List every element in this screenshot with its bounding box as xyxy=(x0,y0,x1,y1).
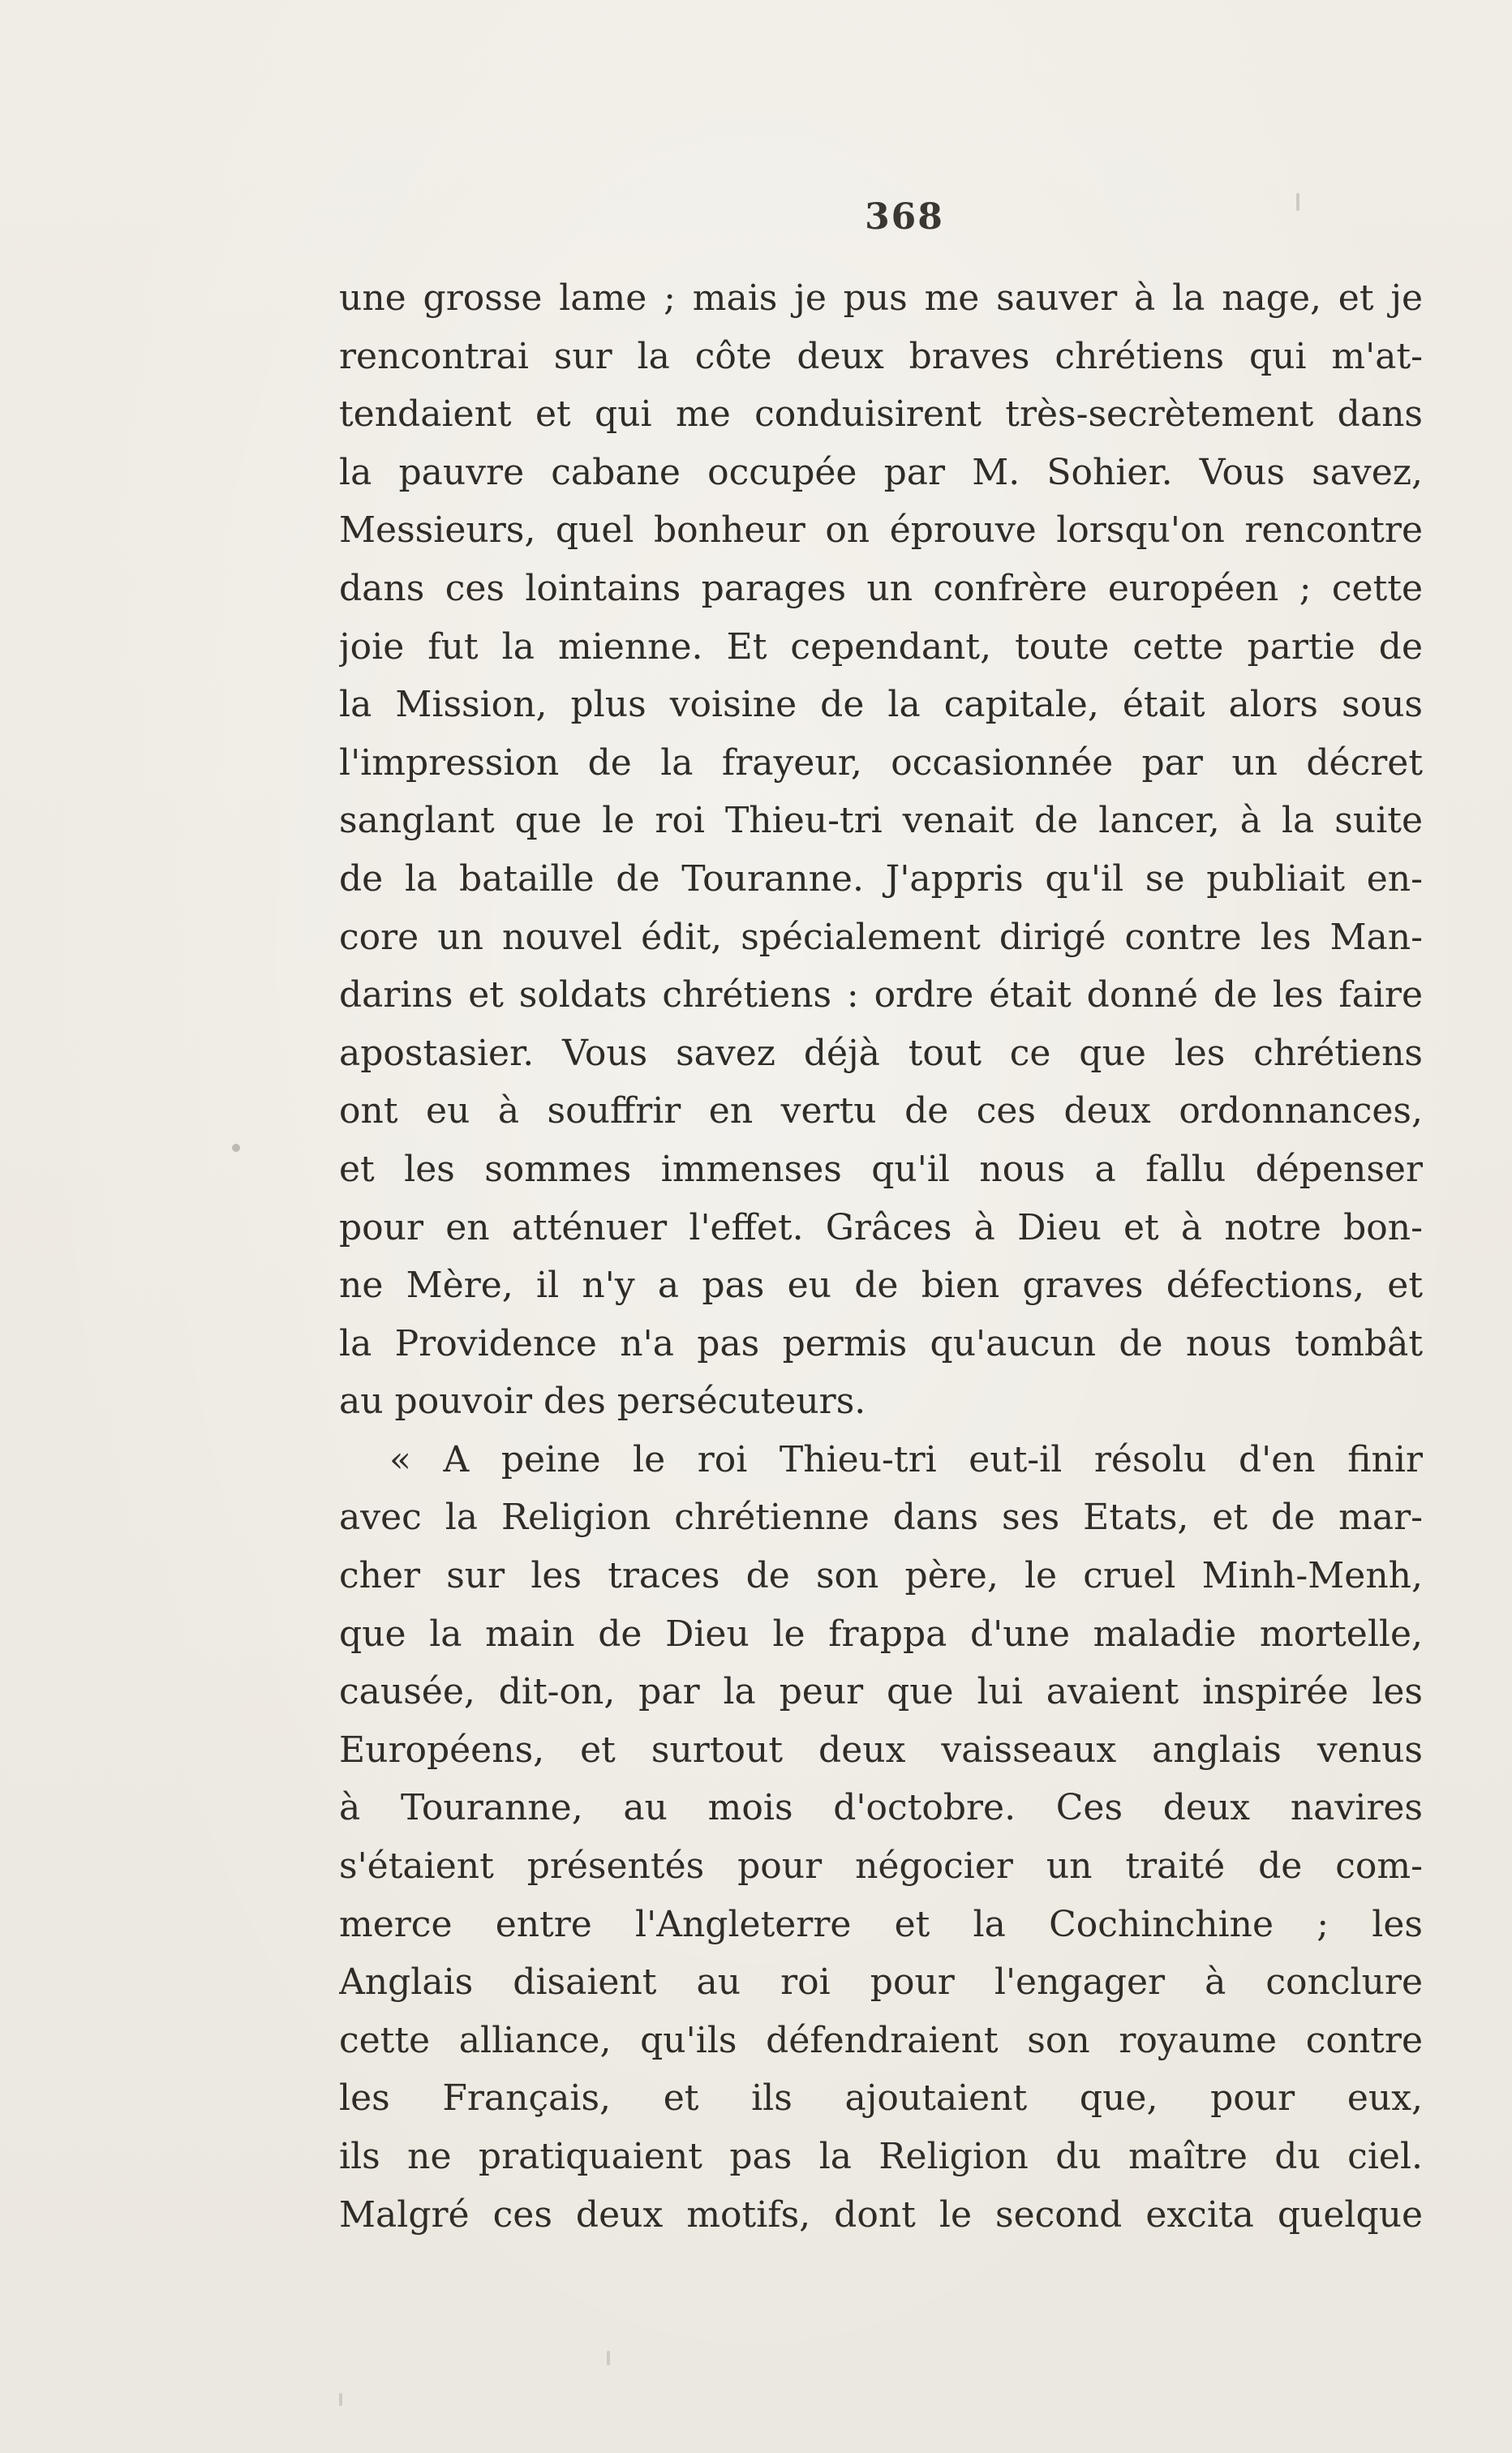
text-line: Malgré ces deux motifs, dont le second excita quelque xyxy=(339,2193,1423,2236)
text-line: la Providence n'a pas permis qu'aucun de nous tombât xyxy=(339,1322,1423,1364)
text-line: sanglant que le roi Thieu-tri venait de lancer, à la suite xyxy=(339,800,1423,842)
text-line: la pauvre cabane occupée par M. Sohier. Vous savez, xyxy=(339,451,1423,493)
text-line: darins et soldats chrétiens : ordre était donné de les faire xyxy=(339,974,1423,1016)
text-line: Européens, et surtout deux vaisseaux anglais venus xyxy=(339,1729,1423,1771)
text-line: « A peine le roi Thieu-tri eut-il résolu d'en finir xyxy=(389,1438,1423,1480)
text-line: à Touranne, au mois d'octobre. Ces deux navires xyxy=(339,1787,1423,1829)
text-line: avec la Religion chrétienne dans ses Etats, et de mar- xyxy=(339,1497,1423,1539)
text-line: dans ces lointains parages un confrère européen ; cette xyxy=(339,567,1423,609)
text-line: Anglais disaient au roi pour l'engager à conclure xyxy=(339,1961,1423,2004)
text-line: les Français, et ils ajoutaient que, pour eux, xyxy=(339,2077,1423,2120)
text-line: tendaient et qui me conduisirent très-secrètement dans xyxy=(339,393,1423,436)
text-line: joie fut la mienne. Et cependant, toute cette partie de xyxy=(339,625,1423,668)
text-line: ont eu à souffrir en vertu de ces deux ordonnances, xyxy=(339,1090,1423,1132)
paper-speck xyxy=(1296,193,1299,211)
text-line: l'impression de la frayeur, occasionnée par un décret xyxy=(339,741,1423,784)
text-line: au pouvoir des persécuteurs. xyxy=(339,1381,866,1423)
text-line: la Mission, plus voisine de la capitale, était alors sous xyxy=(339,684,1423,726)
text-line: rencontrai sur la côte deux braves chrétiens qui m'at- xyxy=(339,335,1423,377)
body-text xyxy=(339,269,1423,2244)
text-line: cette alliance, qu'ils défendraient son royaume contre xyxy=(339,2019,1423,2061)
text-line: Messieurs, quel bonheur on éprouve lorsqu'on rencontre xyxy=(339,509,1423,552)
text-line: ne Mère, il n'y a pas eu de bien graves défections, et xyxy=(339,1265,1423,1307)
text-line: et les sommes immenses qu'il nous a fallu dépenser xyxy=(339,1148,1423,1190)
text-line: pour en atténuer l'effet. Grâces à Dieu et à notre bon- xyxy=(339,1206,1423,1248)
text-line: core un nouvel édit, spécialement dirigé contre les Man- xyxy=(339,916,1423,958)
page-number: 368 xyxy=(865,196,944,238)
text-line: causée, dit-on, par la peur que lui avaient inspirée les xyxy=(339,1671,1423,1713)
paper-speck xyxy=(339,2393,342,2406)
text-line: apostasier. Vous savez déjà tout ce que les chrétiens xyxy=(339,1032,1423,1074)
paper-speck xyxy=(607,2351,610,2365)
text-line: merce entre l'Angleterre et la Cochinchine ; les xyxy=(339,1903,1423,1945)
text-line: de la bataille de Touranne. J'appris qu'il se publiait en- xyxy=(339,857,1423,900)
text-line: cher sur les traces de son père, le cruel Minh-Menh, xyxy=(339,1555,1423,1597)
text-line: ils ne pratiquaient pas la Religion du maître du ciel. xyxy=(339,2136,1423,2177)
paper-speck xyxy=(232,1144,240,1152)
text-line: s'étaient présentés pour négocier un traité de com- xyxy=(339,1845,1423,1888)
text-line: une grosse lame ; mais je pus me sauver à la nage, et je xyxy=(339,277,1423,319)
text-line: que la main de Dieu le frappa d'une maladie mortelle, xyxy=(339,1613,1423,1655)
